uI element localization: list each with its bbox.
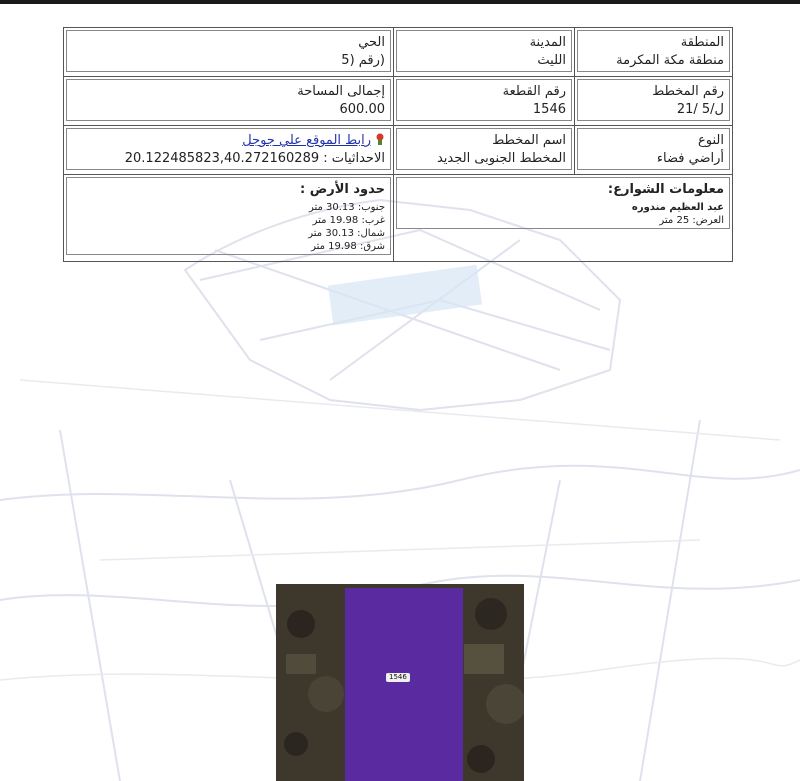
city-label: المدينة: [529, 35, 566, 50]
type-value: أراضي فضاء: [656, 151, 724, 166]
plan-name-cell: [394, 126, 575, 175]
top-rule: [0, 0, 800, 4]
region-cell: [575, 28, 733, 77]
district-cell: [64, 28, 394, 77]
street-name: عبد العظيم مندوره: [631, 202, 724, 213]
type-cell: [575, 126, 733, 175]
satellite-image: [276, 584, 524, 781]
property-info-table: [63, 27, 733, 262]
bound-north: شمال: 30.13 متر: [308, 228, 385, 239]
plot-highlight: [345, 588, 463, 781]
district-value: (رقم (5: [341, 53, 385, 68]
plot-number-label: رقم القطعة: [502, 84, 566, 99]
plan-name-label: اسم المخطط: [492, 133, 566, 148]
google-map-link[interactable]: رابط الموقع علي جوجل: [242, 133, 371, 148]
district-label: الحي: [358, 35, 385, 50]
bound-west: غرب: 19.98 متر: [312, 215, 385, 226]
info-row: [64, 126, 733, 175]
map-pin-icon: [375, 133, 385, 145]
map-link-line: [72, 132, 385, 150]
plan-number-value: ل/5 /21: [676, 102, 724, 117]
bounds-title: حدود الأرض :: [300, 182, 385, 197]
city-cell: [394, 28, 575, 77]
land-bounds-cell: [64, 175, 394, 262]
location-cell: [64, 126, 394, 175]
area-value: 600.00: [339, 102, 385, 117]
plot-number-cell: [394, 77, 575, 126]
city-value: الليث: [537, 53, 566, 68]
bound-south: جنوب: 30.13 متر: [308, 202, 385, 213]
info-row: [64, 28, 733, 77]
type-label: النوع: [698, 133, 724, 148]
plan-number-cell: [575, 77, 733, 126]
area-cell: [64, 77, 394, 126]
streets-info-cell: [394, 175, 733, 262]
coordinates-text: الاحداثيات : 20.122485823,40.272160289: [124, 151, 385, 166]
street-width: العرض: 25 متر: [659, 215, 724, 226]
info-row: [64, 77, 733, 126]
plan-number-label: رقم المخطط: [652, 84, 724, 99]
bound-east: شرق: 19.98 متر: [311, 241, 385, 252]
plot-number-tag: 1546: [386, 673, 410, 682]
region-value: منطقة مكة المكرمة: [616, 53, 724, 68]
plot-number-value: 1546: [532, 102, 566, 117]
plan-name-value: المخطط الجنوبى الجديد: [436, 151, 566, 166]
info-row: [64, 175, 733, 262]
area-label: إجمالى المساحة: [297, 84, 385, 99]
streets-title: معلومات الشوارع:: [607, 182, 724, 197]
region-label: المنطقة: [680, 35, 724, 50]
